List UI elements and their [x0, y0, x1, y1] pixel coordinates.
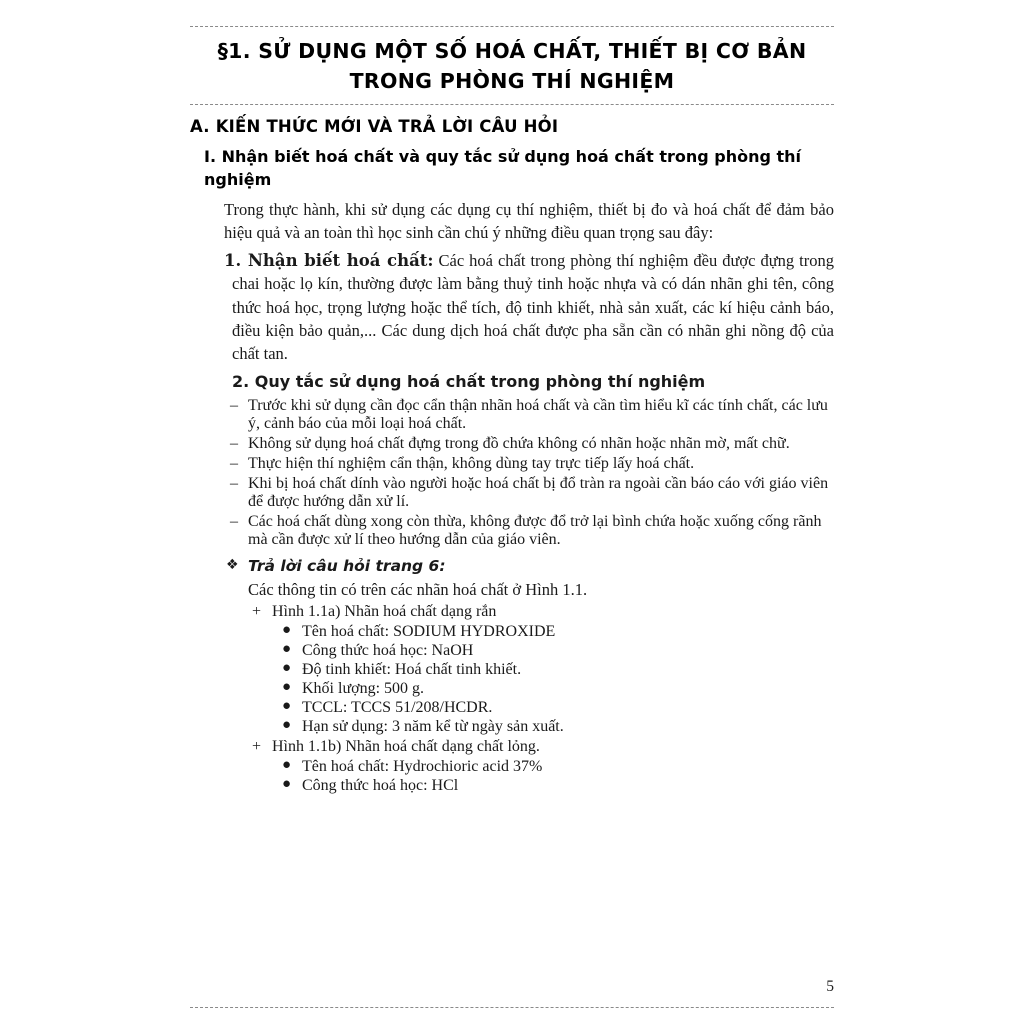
title-line-1: §1. SỬ DỤNG MỘT SỐ HOÁ CHẤT, THIẾT BỊ CƠ BẢN	[217, 39, 807, 63]
answer-detail-item	[190, 623, 834, 641]
detail-text: Hạn sử dụng: 3 năm kể từ ngày sản xuất.	[302, 717, 564, 735]
page-number: 5	[826, 978, 834, 995]
answer-detail-item	[190, 758, 834, 776]
plus-bullet-icon: +	[252, 602, 262, 620]
detail-text: Độ tinh khiết: Hoá chất tinh khiết.	[302, 660, 522, 678]
dot-bullet-icon: ●	[282, 640, 292, 657]
dot-bullet-icon: ●	[282, 621, 292, 638]
dash-bullet-icon: –	[230, 396, 238, 414]
detail-text: Tên hoá chất: Hydrochioric acid 37%	[302, 757, 543, 775]
item-1-paragraph	[190, 249, 834, 366]
dot-bullet-icon: ●	[282, 716, 292, 733]
answer-detail-item	[190, 699, 834, 717]
dot-bullet-icon: ●	[282, 678, 292, 695]
answer-group-label	[190, 603, 834, 621]
answer-detail-item	[190, 642, 834, 660]
answer-detail-item	[190, 680, 834, 698]
title-divider	[190, 104, 834, 105]
item-1-text: Các hoá chất trong phòng thí nghiệm đều được đựng trong chai hoặc lọ kín, thường được làm bằng thuỷ tinh hoặc nhựa và có dán nhãn ghi tên, công thức hoá học, trọng lượng hoặc thể tích, độ tinh khiết, nhà sản xuất, các kí hiệu cảnh báo, điều kiện bảo quản,... Các dung dịch hoá chất được pha sẵn cần có nhãn ghi nồng độ của chất tan.	[232, 250, 834, 364]
answer-detail-item	[190, 661, 834, 679]
dot-bullet-icon: ●	[282, 775, 292, 792]
group-label-text: Hình 1.1a) Nhãn hoá chất dạng rắn	[272, 602, 497, 620]
detail-text: Công thức hoá học: HCl	[302, 776, 459, 794]
answer-detail-item	[190, 718, 834, 736]
dot-bullet-icon: ●	[282, 659, 292, 676]
rule-text: Không sử dụng hoá chất đựng trong đồ chứa không có nhãn hoặc nhãn mờ, mất chữ.	[248, 434, 790, 452]
rule-item	[190, 455, 834, 473]
section-heading-a: A. KIẾN THỨC MỚI VÀ TRẢ LỜI CÂU HỎI	[190, 117, 559, 137]
detail-text: Tên hoá chất: SODIUM HYDROXIDE	[302, 622, 556, 640]
dot-bullet-icon: ●	[282, 697, 292, 714]
intro-paragraph: Trong thực hành, khi sử dụng các dụng cụ thí nghiệm, thiết bị đo và hoá chất để đảm bảo hiệu quả và an toàn thì học sinh cần chú ý những điều quan trọng sau đây:	[224, 199, 834, 243]
rule-item	[190, 513, 834, 549]
section-heading-i: I. Nhận biết hoá chất và quy tắc sử dụng hoá chất trong phòng thí nghiệm	[204, 147, 802, 190]
answer-detail-item	[190, 777, 834, 795]
title-line-2: TRONG PHÒNG THÍ NGHIỆM	[349, 68, 675, 93]
dash-bullet-icon: –	[230, 434, 238, 452]
item-1-label: 1. Nhận biết hoá chất:	[224, 250, 434, 270]
dot-bullet-icon: ●	[282, 756, 292, 773]
page-title	[190, 37, 834, 96]
rule-text: Trước khi sử dụng cần đọc cẩn thận nhãn hoá chất và cần tìm hiểu kĩ các tính chất, các lưu ý, cảnh báo của mỗi loại hoá chất.	[248, 396, 828, 432]
diamond-bullet-icon: ❖	[226, 556, 239, 573]
answer-lead-text: Các thông tin có trên các nhãn hoá chất ở Hình 1.1.	[248, 579, 588, 599]
item-2-heading	[190, 370, 834, 394]
plus-bullet-icon: +	[252, 737, 262, 755]
group-label-text: Hình 1.1b) Nhãn hoá chất dạng chất lỏng.	[272, 737, 540, 755]
bottom-divider	[190, 1007, 834, 1008]
answer-heading	[190, 557, 834, 575]
dash-bullet-icon: –	[230, 454, 238, 472]
item-2-label: 2. Quy tắc sử dụng hoá chất trong phòng thí nghiệm	[232, 371, 706, 391]
rule-item	[190, 435, 834, 453]
detail-text: Công thức hoá học: NaOH	[302, 641, 474, 659]
top-divider	[190, 26, 834, 27]
dash-bullet-icon: –	[230, 474, 238, 492]
rule-item	[190, 475, 834, 511]
detail-text: TCCL: TCCS 51/208/HCDR.	[302, 698, 493, 716]
rule-text: Thực hiện thí nghiệm cẩn thận, không dùng tay trực tiếp lấy hoá chất.	[248, 454, 695, 472]
rule-text: Các hoá chất dùng xong còn thừa, không được đổ trở lại bình chứa hoặc xuống cống rãnh mà cần được xử lí theo hướng dẫn của giáo viên.	[248, 512, 822, 548]
dash-bullet-icon: –	[230, 512, 238, 530]
rule-text: Khi bị hoá chất dính vào người hoặc hoá chất bị đổ tràn ra ngoài cần báo cáo với giáo viên để được hướng dẫn xử lí.	[248, 474, 829, 510]
rule-item	[190, 397, 834, 433]
detail-text: Khối lượng: 500 g.	[302, 679, 425, 697]
answer-group-label	[190, 738, 834, 756]
answer-heading-text: Trả lời câu hỏi trang 6:	[248, 556, 446, 575]
